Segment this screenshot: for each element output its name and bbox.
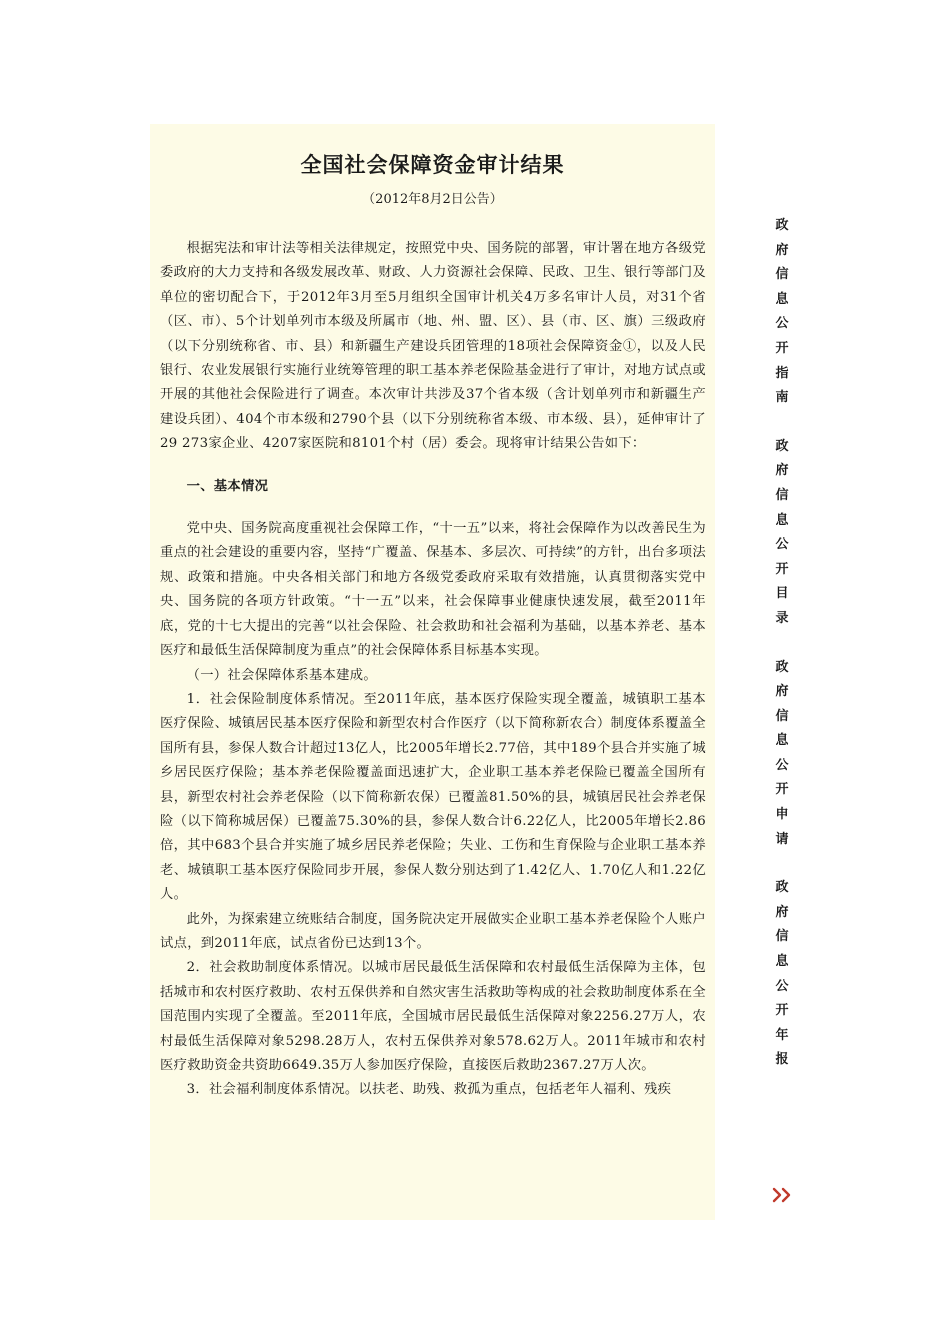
paragraph: 1．社会保险制度体系情况。至2011年底，基本医疗保险实现全覆盖，城镇职工基本医疗保险、城镇居民基本医疗保险和新型农村合作医疗（以下简称新农合）制度体系覆盖全国所有县，参保人数合计超过13亿人，比2005年增长2.77倍，其中189个县合并实施了城乡居民医疗保险；基本养老保险覆盖面迅速扩大，企业职工基本养老保险已覆盖全国所有县，新型农村社会养老保险（以下简称新农保）已覆盖81.50%的县，城镇居民社会养老保险（以下简称城居保）已覆盖75.30%的县，参保人数合计6.22亿人，比2005年增长2.86倍，其中683个县合并实施了城乡居民养老保险；失业、工伤和生育保险与企业职工基本养老、城镇职工基本医疗保险同步开展，参保人数分别达到了1.42亿人、1.70亿人和1.22亿人。 <box>160 691 706 903</box>
nav-link-label: 政 府 信 息 公 开 年 报 <box>775 880 789 1068</box>
double-chevron-right-icon[interactable] <box>770 1185 796 1205</box>
paragraph: 2．社会救助制度体系情况。以城市居民最低生活保障和农村最低生活保障为主体，包括城市和农村医疗救助、农村五保供养和自然灾害生活救助等构成的社会救助制度体系在全国范围内实现了全覆盖。至2011年底，全国城市居民最低生活保障对象2256.27万人，农村最低生活保障对象5298.28万人，农村五保供养对象578.62万人。2011年城市和农村医疗救助资金共资助6649.35万人参加医疗保险，直接医后救助2367.27万人次。 <box>160 960 706 1073</box>
document-body <box>160 237 706 1103</box>
sidebar-nav <box>762 214 802 1097</box>
nav-link-label: 政 府 信 息 公 开 申 请 <box>775 659 789 847</box>
nav-link-label: 政 府 信 息 公 开 目 录 <box>775 438 789 626</box>
section-heading: 一、基本情况 <box>186 478 269 494</box>
nav-link-disclosure-annual-report[interactable] <box>762 876 802 1073</box>
document-title: 全国社会保障资金审计结果 <box>300 152 565 177</box>
paragraph: 党中央、国务院高度重视社会保障工作，“十一五”以来，将社会保障作为以改善民生为重点的社会建设的重要内容，坚持“广覆盖、保基本、多层次、可持续”的方针，出台多项法规、政策和措施。中央各相关部门和地方各级党委政府采取有效措施，认真贯彻落实党中央、国务院的各项方针政策。“十一五”以来，社会保障事业健康快速发展，截至2011年底，党的十七大提出的完善“以社会保险、社会救助和社会福利为基础，以基本养老、基本医疗和最低生活保障制度为重点”的社会保障体系目标基本实现。 <box>160 521 706 659</box>
paragraph: 3．社会福利制度体系情况。以扶老、助残、救孤为重点，包括老年人福利、残疾 <box>186 1082 672 1098</box>
paragraph: 此外，为探索建立统账结合制度，国务院决定开展做实企业职工基本养老保险个人账户试点，到2011年底，试点省份已达到13个。 <box>160 911 706 951</box>
nav-link-disclosure-guide[interactable] <box>762 214 802 411</box>
paragraph: （一）社会保障体系基本建成。 <box>186 667 377 683</box>
document-date: （2012年8月2日公告） <box>362 192 503 207</box>
nav-link-disclosure-request[interactable] <box>762 656 802 853</box>
content-panel <box>150 124 715 1220</box>
paragraph: 根据宪法和审计法等相关法律规定，按照党中央、国务院的部署，审计署在地方各级党委政府的大力支持和各级发展改革、财政、人力资源社会保障、民政、卫生、银行等部门及单位的密切配合下，于2012年3月至5月组织全国审计机关4万多名审计人员，对31个省（区、市）、5个计划单列市本级及所属市（地、州、盟、区）、县（市、区、旗）三级政府（以下分别统称省、市、县）和新疆生产建设兵团管理的18项社会保障资金①，以及人民银行、农业发展银行实施行业统筹管理的职工基本养老保险基金进行了审计，对地方试点或开展的其他社会保险进行了调查。本次审计共涉及37个省本级（含计划单列市和新疆生产建设兵团）、404个市本级和2790个县（以下分别统称省本级、市本级、县），延伸审计了29 273家企业、4207家医院和8101个村（居）委会。现将审计结果公告如下： <box>160 241 706 452</box>
nav-link-disclosure-catalog[interactable] <box>762 435 802 632</box>
nav-link-label: 政 府 信 息 公 开 指 南 <box>775 218 789 406</box>
